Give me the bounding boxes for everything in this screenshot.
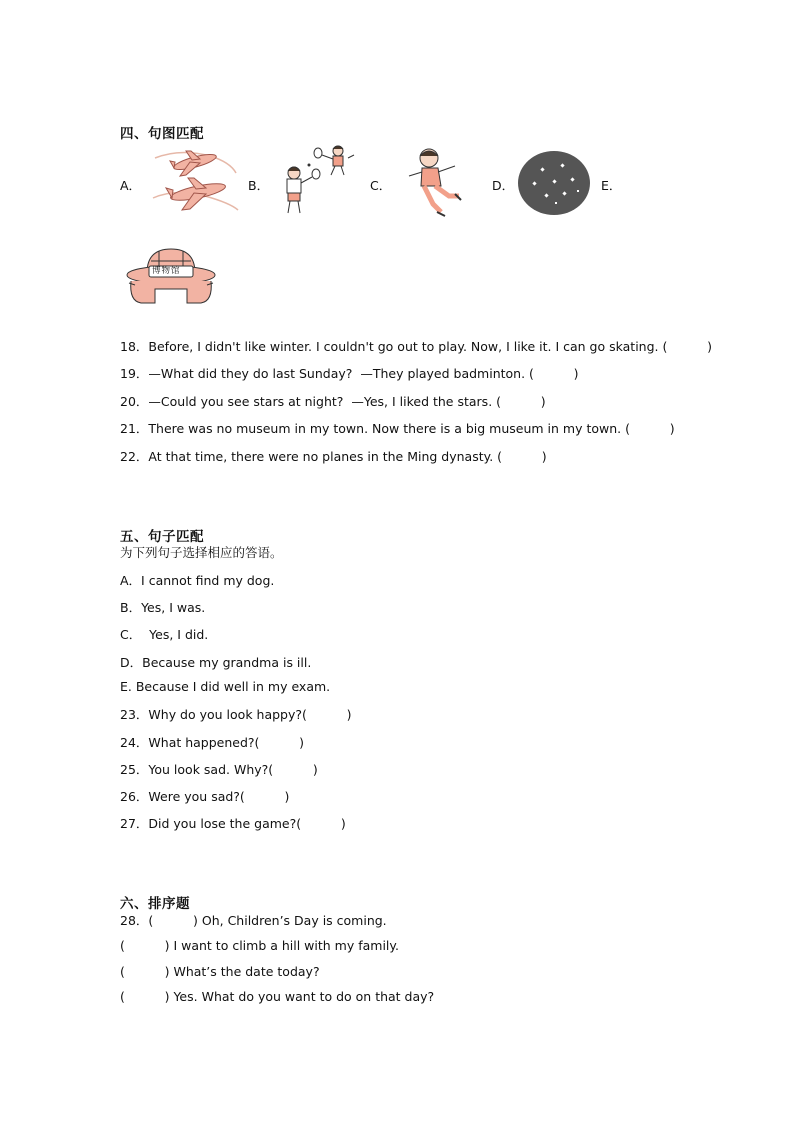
answer-c: C． Yes, I did. bbox=[120, 627, 209, 642]
question-19: 19．—What did they do last Sunday? —They played badminton. ( ) bbox=[120, 366, 579, 381]
section5-heading: 五、句子匹配 bbox=[120, 529, 204, 545]
airplanes-icon bbox=[150, 148, 240, 216]
answer-a: A．I cannot find my dog. bbox=[120, 573, 275, 588]
ordering-line: ( ) I want to climb a hill with my family. bbox=[120, 938, 399, 953]
section5-instruction: 为下列句子选择相应的答语。 bbox=[120, 545, 283, 560]
question-22: 22．At that time, there were no planes in the Ming dynasty. ( ) bbox=[120, 449, 547, 464]
ordering-line: ( ) What’s the date today? bbox=[120, 964, 320, 979]
kids-badminton-icon bbox=[276, 143, 356, 221]
option-a-label: A． bbox=[120, 178, 142, 193]
answer-d: D．Because my grandma is ill. bbox=[120, 655, 312, 670]
museum-sign-text: 博物馆 bbox=[152, 266, 181, 276]
answer-e: E. Because I did well in my exam. bbox=[120, 679, 331, 694]
section4-heading: 四、句图匹配 bbox=[120, 126, 204, 142]
boy-skating-icon bbox=[405, 146, 467, 218]
question-18: 18．Before, I didn't like winter. I couldn't go out to play. Now, I like it. I can go skating. ( ) bbox=[120, 339, 712, 354]
ordering-line-28: 28．( ) Oh, Children’s Day is coming. bbox=[120, 913, 387, 928]
museum-icon bbox=[125, 245, 217, 309]
option-c-label: C． bbox=[370, 178, 392, 193]
question-20: 20．—Could you see stars at night? —Yes, I liked the stars. ( ) bbox=[120, 394, 546, 409]
option-b-label: B． bbox=[248, 178, 270, 193]
question-21: 21．There was no museum in my town. Now there is a big museum in my town. ( ) bbox=[120, 421, 675, 436]
question-24: 24．What happened?( ) bbox=[120, 735, 305, 750]
night-stars-icon bbox=[517, 150, 591, 216]
ordering-line: ( ) Yes. What do you want to do on that day? bbox=[120, 989, 435, 1004]
question-27: 27．Did you lose the game?( ) bbox=[120, 816, 346, 831]
question-25: 25．You look sad. Why?( ) bbox=[120, 762, 318, 777]
section6-heading: 六、排序题 bbox=[120, 896, 190, 912]
question-26: 26．Were you sad?( ) bbox=[120, 789, 290, 804]
option-e-label: E． bbox=[601, 178, 622, 193]
answer-b: B．Yes, I was. bbox=[120, 600, 206, 615]
option-d-label: D． bbox=[492, 178, 515, 193]
question-23: 23．Why do you look happy?( ) bbox=[120, 707, 352, 722]
